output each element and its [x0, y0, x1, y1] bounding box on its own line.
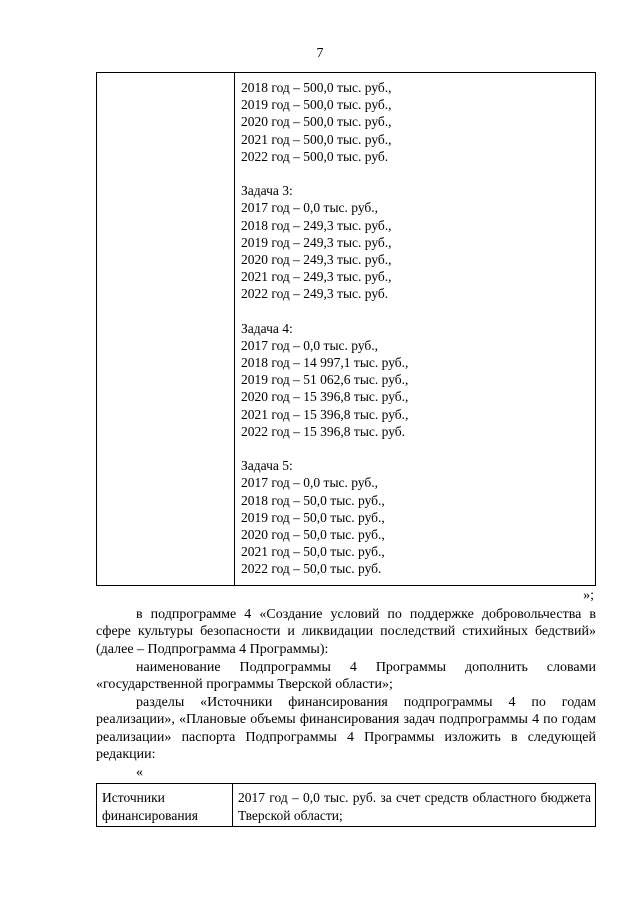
funding-line: 2019 год – 50,0 тыс. руб.,: [241, 509, 385, 525]
funding-line: 2019 год – 249,3 тыс. руб.,: [241, 234, 392, 250]
funding-line: 2021 год – 249,3 тыс. руб.,: [241, 269, 392, 285]
table-column-divider: [232, 784, 233, 826]
funding-line: 2020 год – 249,3 тыс. руб.,: [241, 251, 392, 267]
table-column-divider: [234, 73, 235, 585]
funding-line: 2020 год – 50,0 тыс. руб.,: [241, 526, 385, 542]
funding-sources-table: [96, 783, 596, 827]
closing-quote: »;: [583, 588, 594, 603]
paragraph-sections-amendment-text: разделы «Источники финансирования подпрограммы 4 по годам реализации», «Плановые объемы финансирования задач подпрограммы 4 по годам реализации» паспорта Подпрограммы 4 Программы изложить в следующей редакции:: [96, 695, 596, 762]
funding-line: 2021 год – 50,0 тыс. руб.,: [241, 544, 385, 560]
funding-line: 2018 год – 50,0 тыс. руб.,: [241, 492, 385, 508]
funding-line: 2020 год – 500,0 тыс. руб.,: [241, 114, 392, 130]
funding-line: 2022 год – 50,0 тыс. руб.: [241, 561, 382, 577]
blank-line: [241, 302, 591, 319]
funding-line: 2017 год – 0,0 тыс. руб.,: [241, 475, 379, 491]
funding-amounts-cell: [241, 79, 591, 577]
funding-line: 2019 год – 500,0 тыс. руб.,: [241, 97, 392, 113]
funding-sources-label: Источники финансирования: [102, 790, 198, 823]
funding-line: 2021 год – 500,0 тыс. руб.,: [241, 131, 392, 147]
paragraph-name-amendment-text: наименование Подпрограммы 4 Программы дополнить словами «государственной программы Тверской области»;: [96, 660, 596, 693]
funding-table-continuation: [96, 72, 596, 586]
opening-quote: «: [136, 765, 143, 780]
funding-line: 2018 год – 249,3 тыс. руб.,: [241, 217, 392, 233]
funding-line: 2019 год – 51 062,6 тыс. руб.,: [241, 372, 409, 388]
funding-sources-value: 2017 год – 0,0 тыс. руб. за счет средств областного бюджета Тверской области;: [238, 790, 591, 823]
funding-line: 2017 год – 0,0 тыс. руб.,: [241, 200, 379, 216]
funding-line: 2022 год – 15 396,8 тыс. руб.: [241, 423, 406, 439]
funding-line: 2022 год – 500,0 тыс. руб.: [241, 148, 389, 164]
funding-line: 2018 год – 14 997,1 тыс. руб.,: [241, 355, 409, 370]
funding-line: Задача 5:: [241, 458, 293, 474]
paragraph-subprogram-4-text: в подпрограмме 4 «Создание условий по поддержке добровольчества в сфере культуры безопасности и ликвидации последствий стихийных бедствий» (далее – Подпрограмма 4 Программы):: [96, 607, 596, 657]
funding-line: Задача 4:: [241, 320, 293, 336]
funding-line: 2020 год – 15 396,8 тыс. руб.,: [241, 389, 409, 405]
blank-line: [241, 440, 591, 457]
funding-line: 2017 год – 0,0 тыс. руб.,: [241, 337, 379, 353]
blank-line: [241, 165, 591, 182]
paragraph-name-amendment: [96, 659, 596, 694]
funding-line: Задача 3:: [241, 183, 293, 199]
funding-line: 2021 год – 15 396,8 тыс. руб.,: [241, 406, 409, 422]
paragraph-subprogram-4: [96, 606, 596, 658]
funding-line: 2022 год – 249,3 тыс. руб.: [241, 286, 389, 302]
paragraph-sections-amendment: [96, 694, 596, 763]
page-number: 7: [316, 46, 324, 61]
funding-line: 2018 год – 500,0 тыс. руб.,: [241, 80, 392, 95]
